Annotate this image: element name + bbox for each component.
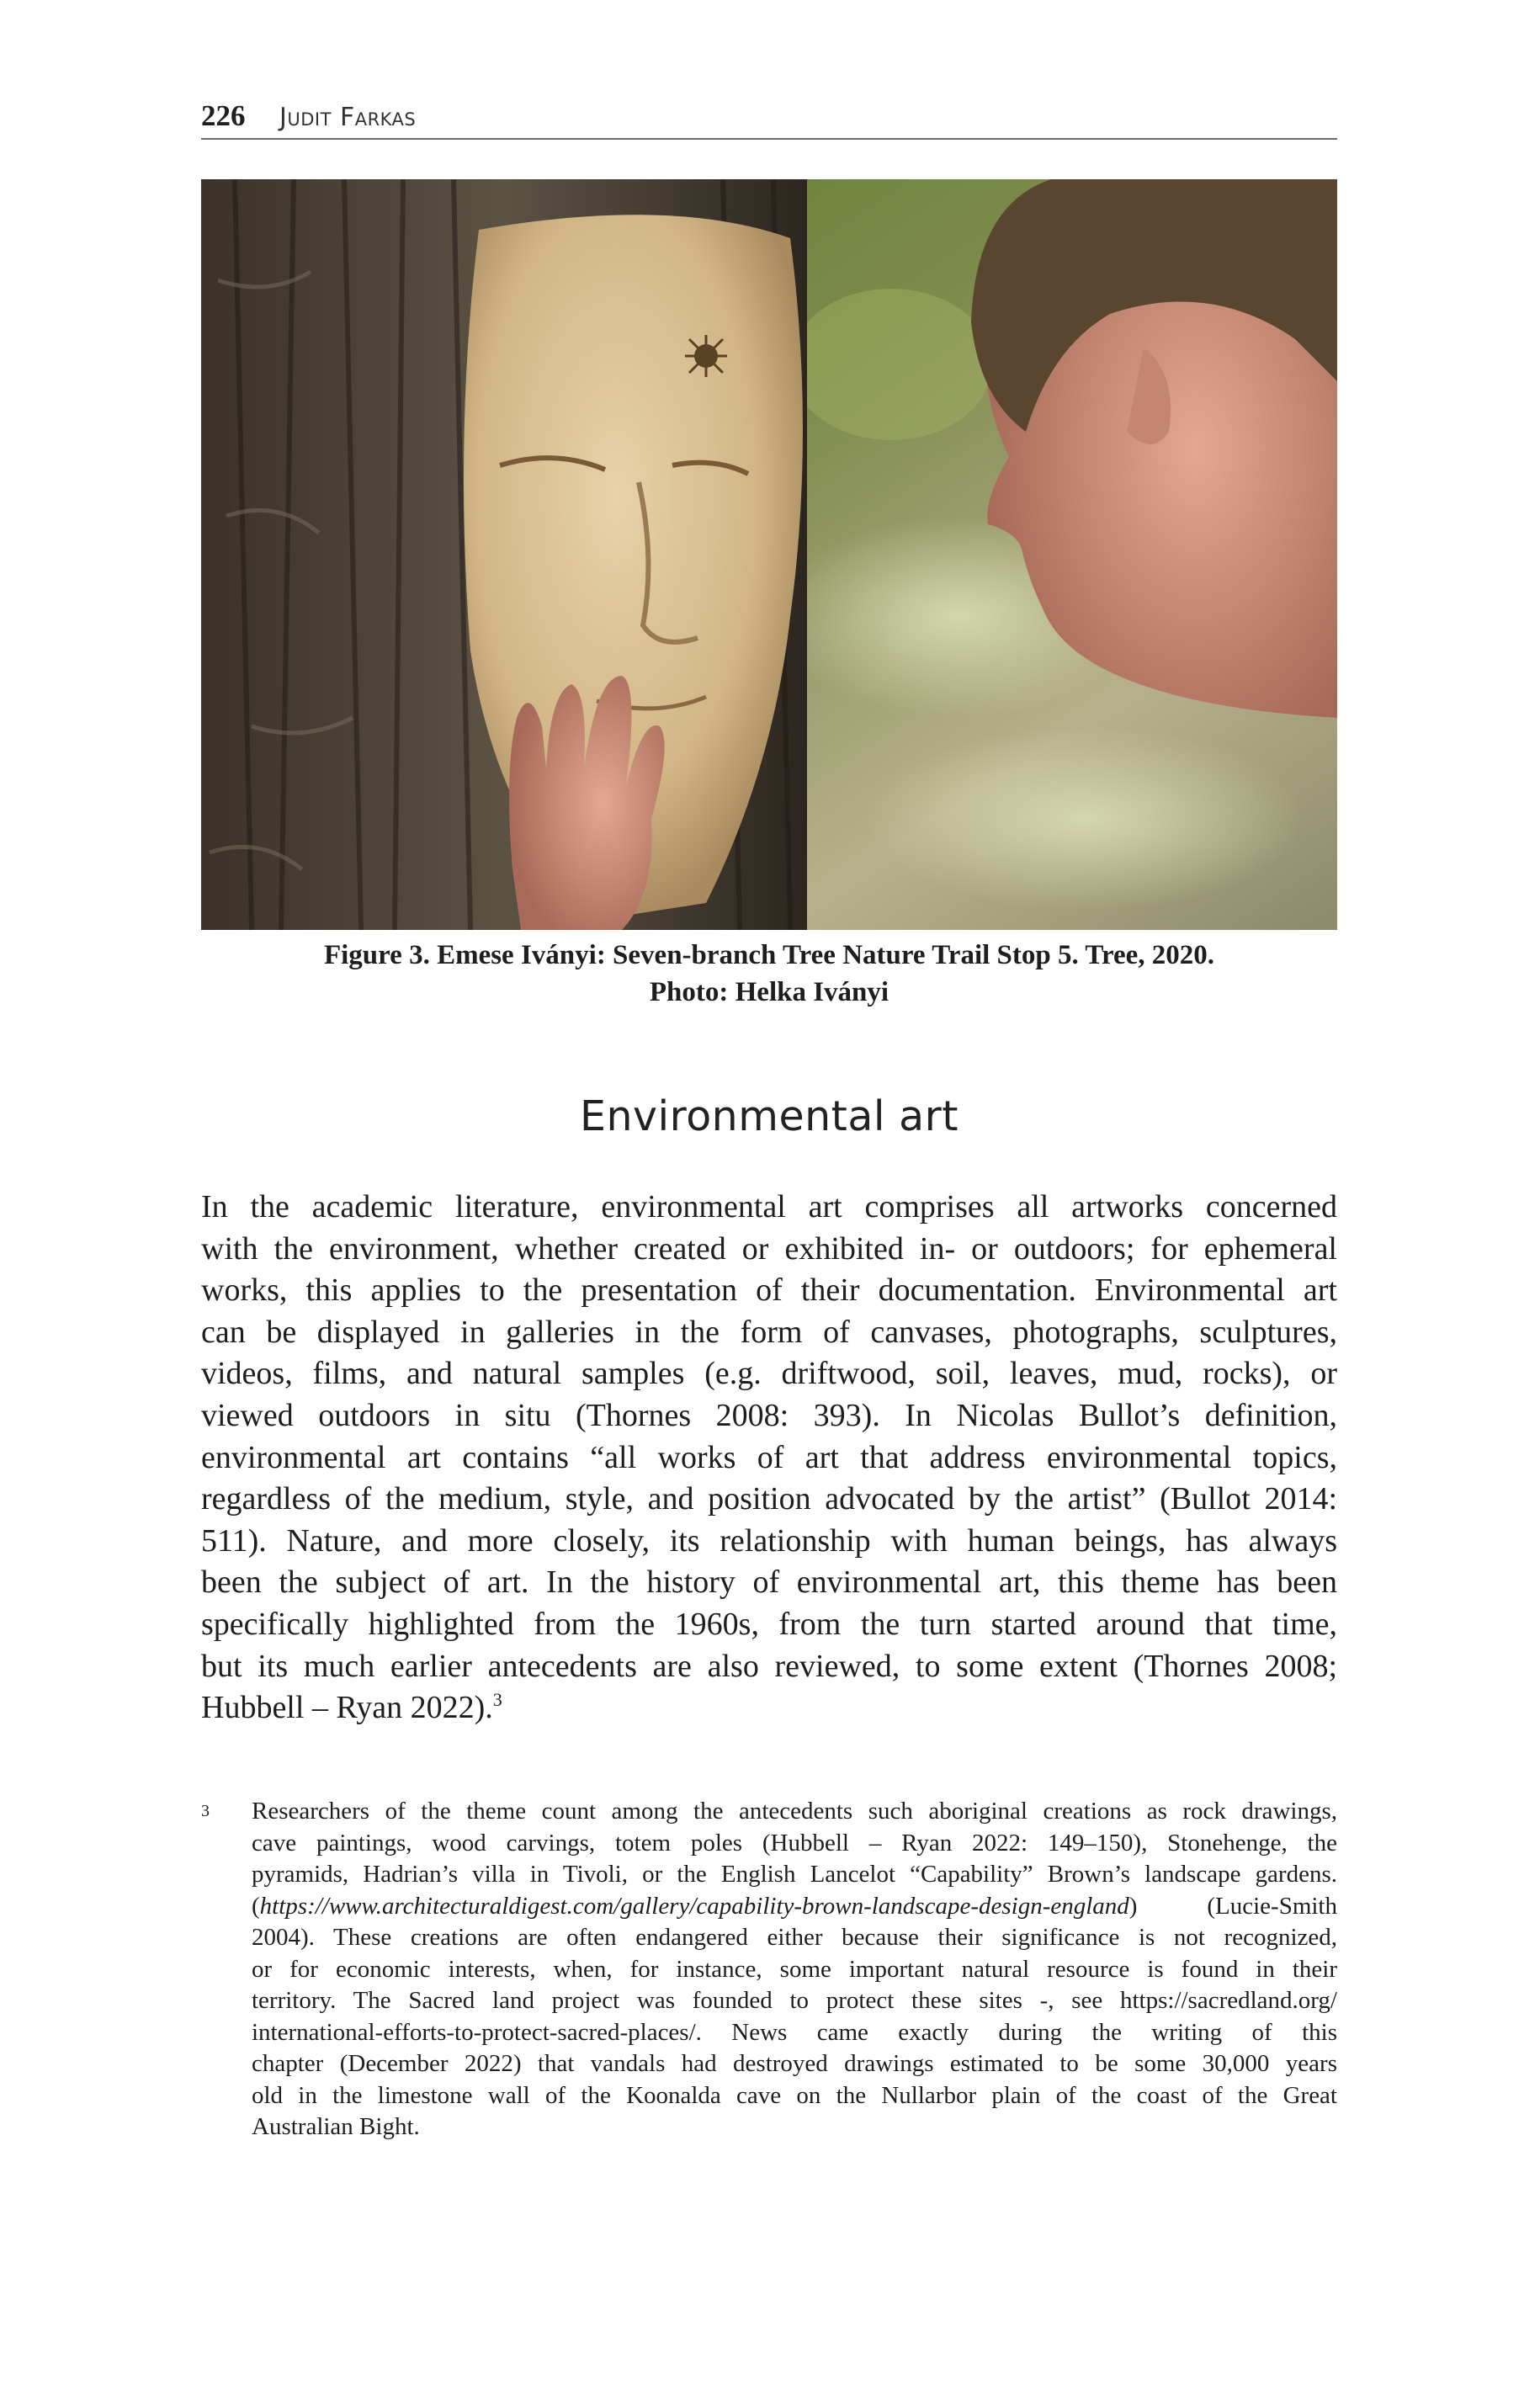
- figure-caption: [201, 937, 1337, 1011]
- running-header: [201, 98, 1337, 140]
- footnote-line: Researchers of the theme count among the antecedents such aboriginal creations as rock drawings,: [252, 1798, 1337, 1825]
- footnote-line: territory. The Sacred land project was founded to protect these sites -, see https://sacredland.org/: [252, 1987, 1337, 2014]
- footnote-number: 3: [201, 1802, 210, 1820]
- footnote-reference[interactable]: 3: [492, 1689, 502, 1711]
- body-line: viewed outdoors in situ (Thornes 2008: 393). In Nicolas Bullot’s definition,: [201, 1397, 1337, 1433]
- body-line: specifically highlighted from the 1960s, from the turn started around that time,: [201, 1606, 1337, 1642]
- footnote-line: international-efforts-to-protect-sacred-places/. News came exactly during the writing of this: [252, 2018, 1337, 2046]
- body-line: but its much earlier antecedents are also reviewed, to some extent (Thornes 2008;: [201, 1648, 1337, 1684]
- running-author: Judit Farkas: [279, 103, 417, 132]
- footnote-text: [252, 1796, 1337, 2143]
- body-line: been the subject of art. In the history of environmental art, this theme has been: [201, 1564, 1337, 1601]
- paren-open: (: [252, 1892, 260, 1920]
- page-number: 226: [201, 99, 246, 132]
- footnote-line: cave paintings, wood carvings, totem poles (Hubbell – Ryan 2022: 149–150), Stonehenge, the: [252, 1829, 1337, 1856]
- body-line: videos, films, and natural samples (e.g. driftwood, soil, leaves, mud, rocks), or: [201, 1356, 1337, 1392]
- footnote-line: 2004). These creations are often endangered either because their significance is not recognized,: [252, 1924, 1337, 1951]
- figure-photo: [201, 179, 1337, 930]
- footnote-line: old in the limestone wall of the Koonalda cave on the Nullarbor plain of the coast of the Great: [252, 2081, 1337, 2109]
- body-line-last: [201, 1687, 1337, 1729]
- body-line: environmental art contains “all works of art that address environmental topics,: [201, 1439, 1337, 1475]
- body-line: works, this applies to the presentation of their documentation. Environmental art: [201, 1272, 1337, 1309]
- body-paragraph: [201, 1187, 1337, 1729]
- caption-credit: Photo: Helka Iványi: [649, 977, 889, 1007]
- footnote-line: pyramids, Hadrian’s villa in Tivoli, or the English Lancelot “Capability” Brown’s landscape gardens.: [252, 1861, 1337, 1888]
- body-line-text: Hubbell – Ryan 2022).: [201, 1690, 493, 1726]
- footnote-line-last: Australian Bight.: [252, 2113, 420, 2140]
- body-line: regardless of the medium, style, and position advocated by the artist” (Bullot 2014:: [201, 1481, 1337, 1517]
- body-line: can be displayed in galleries in the form of canvases, photographs, sculptures,: [201, 1314, 1337, 1350]
- footnote-line: or for economic interests, when, for instance, some important natural resource is found in their: [252, 1955, 1337, 1983]
- caption-line: Figure 3. Emese Iványi: Seven-branch Tree Nature Trail Stop 5. Tree, 2020.: [323, 940, 1215, 970]
- footnote-line-url: [252, 1891, 1337, 1923]
- footnote-url-link[interactable]: https://www.architecturaldigest.com/gallery/capability-brown-landscape-design-england: [259, 1892, 1129, 1920]
- body-line: In the academic literature, environmental art comprises all artworks concerned: [201, 1189, 1337, 1224]
- body-line: 511). Nature, and more closely, its relationship with human beings, has always: [201, 1522, 1337, 1559]
- body-line: with the environment, whether created or exhibited in- or outdoors; for ephemeral: [201, 1230, 1337, 1267]
- paren-close: ) (Lucie-Smith: [1128, 1892, 1337, 1920]
- section-heading: Environmental art: [580, 1092, 959, 1140]
- footnote-line: chapter (December 2022) that vandals had destroyed drawings estimated to be some 30,000 years: [252, 2050, 1337, 2077]
